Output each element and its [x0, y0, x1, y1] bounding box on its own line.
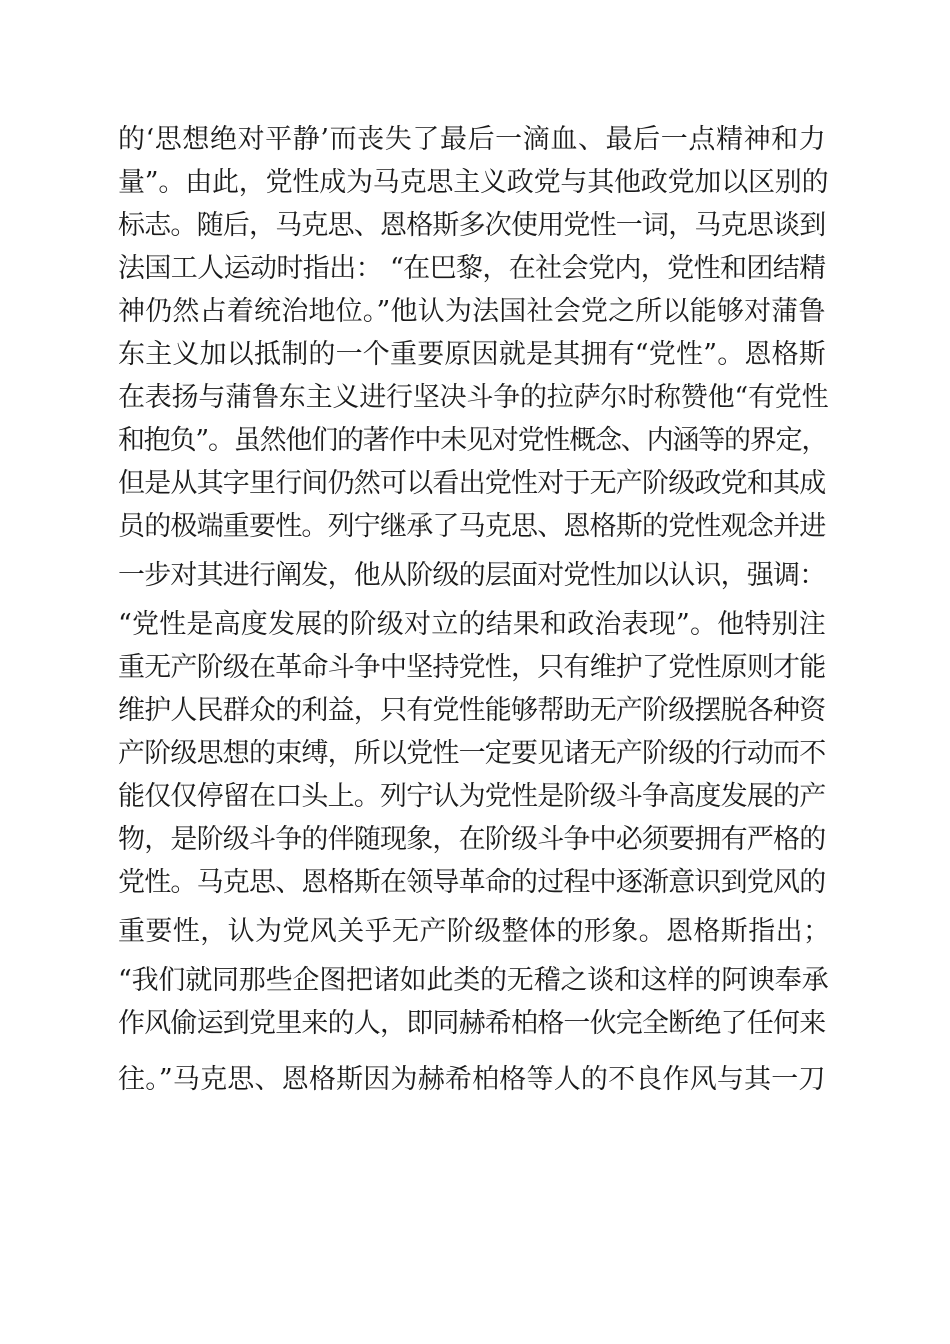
- text-line: 神仍然占着统治地位。”他认为法国社会党之所以能够对蒲鲁: [118, 296, 826, 327]
- text-line: 的‘思想绝对平静’而丧失了最后一滴血、最后一点精神和力: [118, 124, 827, 155]
- text-line: 重无产阶级在革命斗争中坚持党性，只有维护了党性原则才能: [118, 652, 826, 683]
- text-line: 法国工人运动时指出： “在巴黎，在社会党内，党性和团结精: [118, 253, 826, 284]
- text-line: 员的极端重要性。列宁继承了马克思、恩格斯的党性观念并进: [118, 511, 826, 542]
- text-line: “我们就同那些企图把诸如此类的无稽之谈和这样的阿谀奉承: [118, 965, 829, 996]
- text-line: 能仅仅停留在口头上。列宁认为党性是阶级斗争高度发展的产: [118, 781, 826, 812]
- text-line: 作风偷运到党里来的人，即同赫希柏格一伙完全断绝了任何来: [118, 1008, 826, 1039]
- text-line: 重要性，认为党风关乎无产阶级整体的形象。恩格斯指出；: [118, 916, 831, 947]
- text-line: 维护人民群众的利益，只有党性能够帮助无产阶级摆脱各种资: [118, 695, 826, 726]
- text-line: 党性。马克思、恩格斯在领导革命的过程中逐渐意识到党风的: [118, 867, 826, 898]
- text-line: 量”。由此，党性成为马克思主义政党与其他政党加以区别的: [118, 167, 829, 198]
- text-line: “党性是高度发展的阶级对立的结果和政治表现”。他特别注: [118, 609, 827, 640]
- text-line: 和抱负”。虽然他们的著作中未见对党性概念、内涵等的界定，: [118, 425, 828, 456]
- text-line: 往。”马克思、恩格斯因为赫希柏格等人的不良作风与其一刀: [118, 1064, 826, 1095]
- text-line: 一步对其进行阐发，他从阶级的层面对党性加以认识，强调：: [118, 560, 826, 591]
- text-line: 标志。随后，马克思、恩格斯多次使用党性一词，马克思谈到: [118, 210, 826, 241]
- text-line: 在表扬与蒲鲁东主义进行坚决斗争的拉萨尔时称赞他“有党性: [118, 382, 829, 413]
- text-line: 东主义加以抵制的一个重要原因就是其拥有“党性”。恩格斯: [118, 339, 827, 370]
- text-line: 产阶级思想的束缚，所以党性一定要见诸无产阶级的行动而不: [118, 738, 826, 769]
- text-line: 物，是阶级斗争的伴随现象，在阶级斗争中必须要拥有严格的: [118, 824, 826, 855]
- text-line: 但是从其字里行间仍然可以看出党性对于无产阶级政党和其成: [118, 468, 826, 499]
